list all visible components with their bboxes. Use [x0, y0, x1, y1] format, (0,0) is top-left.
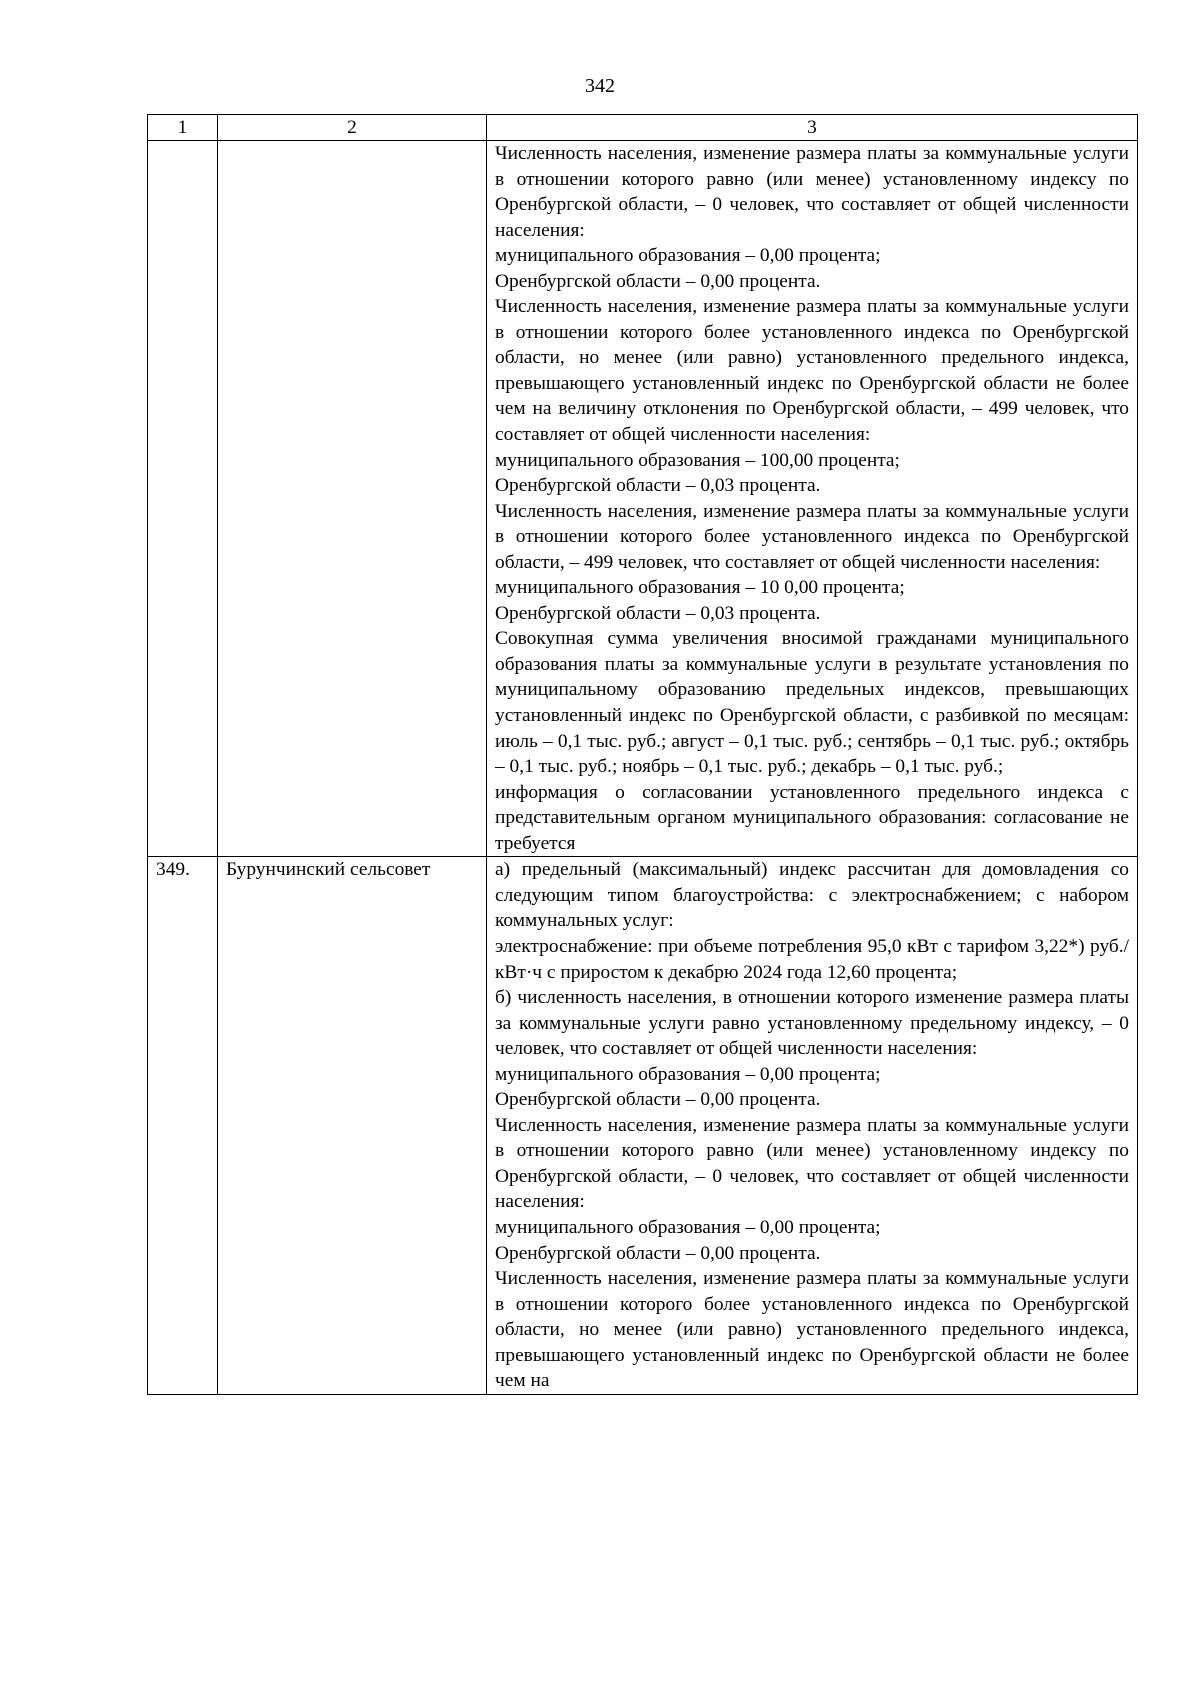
description-paragraph: Численность населения, изменение размера платы за коммунальные услуги в отношении которого равно (или менее) установленному индексу по Оренбургской области, – 0 человек, что составляет от общей численности населения: [495, 143, 1129, 241]
description-paragraph: Численность населения, изменение размера платы за коммунальные услуги в отношении которого более установленного индекса по Оренбургской области, но менее (или равно) установленного предельного индекса, превышающего установленный индекс по Оренбургской области не более чем на величину отклонения по Оренбургской области, – 499 человек, что составляет от общей численности населения: [495, 296, 1129, 446]
row-number: 349. [148, 857, 218, 1394]
row-number [148, 141, 218, 857]
table-row [148, 141, 1138, 857]
description-paragraph: Совокупная сумма увеличения вносимой гражданами муниципального образования платы за коммунальные услуги в результате установления по муниципальному образованию предельных индексов, превышающих установленный индекс по Оренбургской области, с разбивкой по месяцам: июль – 0,1 тыс. руб.; август – 0,1 тыс. руб.; сентябрь – 0,1 тыс. руб.; октябрь – 0,1 тыс. руб.; ноябрь – 0,1 тыс. руб.; декабрь – 0,1 тыс. руб.; [495, 628, 1129, 778]
description-paragraph: Численность населения, изменение размера платы за коммунальные услуги в отношении которого более установленного индекса по Оренбургской области, но менее (или равно) установленного предельного индекса, превышающего установленный индекс по Оренбургской области не более чем на [495, 1268, 1129, 1392]
header-column-3: 3 [487, 115, 1138, 141]
table-row [148, 857, 1138, 1394]
description-paragraph: муниципального образования – 0,00 процента; [495, 245, 881, 267]
description-paragraph: муниципального образования – 0,00 процента; [495, 1216, 881, 1238]
row-description [487, 857, 1138, 1394]
header-column-1: 1 [148, 115, 218, 141]
description-paragraph: Оренбургской области – 0,00 процента. [495, 1242, 821, 1264]
description-paragraph: информация о согласовании установленного предельного индекса с представительным органом муниципального образования: согласование не требуется [495, 781, 1129, 854]
description-paragraph: муниципального образования – 10 0,00 процента; [495, 577, 905, 599]
description-paragraph: муниципального образования – 0,00 процента; [495, 1063, 881, 1085]
description-paragraph: Численность населения, изменение размера платы за коммунальные услуги в отношении которого более установленного индекса по Оренбургской области, – 499 человек, что составляет от общей численности населения: [495, 500, 1129, 573]
municipality-name [218, 141, 487, 857]
description-paragraph: Численность населения, изменение размера платы за коммунальные услуги в отношении которого равно (или менее) установленному индексу по Оренбургской области, – 0 человек, что составляет от общей численности населения: [495, 1114, 1129, 1213]
description-paragraph: б) численность населения, в отношении которого изменение размера платы за коммунальные услуги равно установленному предельному индексу, – 0 человек, что составляет от общей численности населения: [495, 987, 1129, 1060]
description-paragraph: а) предельный (максимальный) индекс рассчитан для домовладения со следующим типом благоустройства: с электроснабжением; с набором коммунальных услуг: [495, 859, 1129, 932]
description-paragraph: муниципального образования – 100,00 процента; [495, 449, 900, 471]
municipality-name: Бурунчинский сельсовет [218, 857, 487, 1394]
description-paragraph: Оренбургской области – 0,03 процента. [495, 475, 821, 497]
description-paragraph: электроснабжение: при объеме потребления 95,0 кВт с тарифом 3,22*) руб./кВт·ч с приростом к декабрю 2024 года 12,60 процента; [495, 935, 1129, 983]
page-number: 342 [585, 75, 615, 97]
header-column-2: 2 [218, 115, 487, 141]
table-header-row [148, 115, 1138, 141]
description-paragraph: Оренбургской области – 0,00 процента. [495, 270, 821, 292]
description-paragraph: Оренбургской области – 0,03 процента. [495, 602, 821, 624]
document-table [147, 114, 1138, 1395]
description-paragraph: Оренбургской области – 0,00 процента. [495, 1089, 821, 1111]
row-description [487, 141, 1138, 857]
